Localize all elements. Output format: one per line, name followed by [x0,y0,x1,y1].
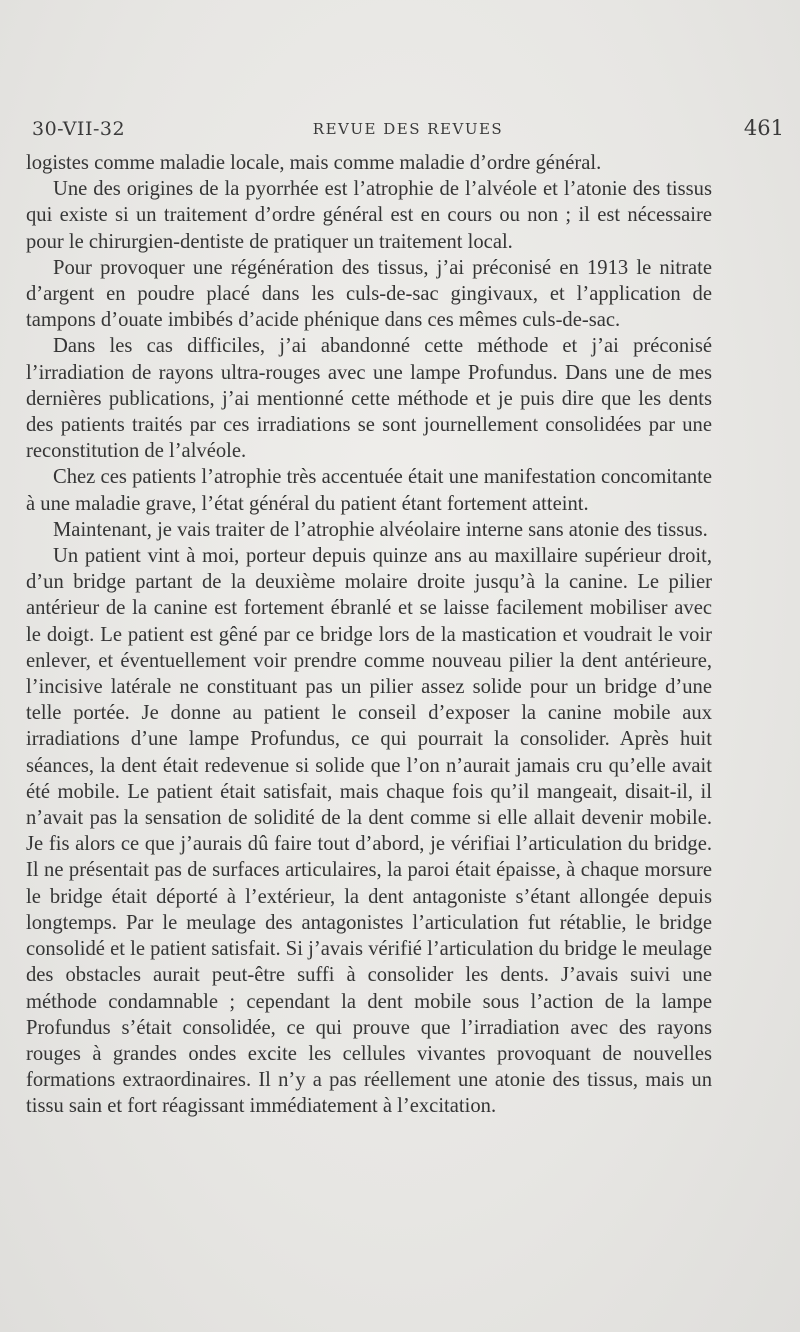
paragraph: Maintenant, je vais traiter de l’atrophie alvéolaire interne sans atonie des tissus. [53,518,708,541]
paragraph: Chez ces patients l’atrophie très accentuée était une manifestation concomitante à une maladie grave, l’état général du patient étant fortement atteint. [26,466,712,515]
article-body [26,150,712,1120]
running-header [32,114,784,144]
journal-section-title: REVUE DES REVUES [312,120,504,138]
paragraph: Dans les cas difficiles, j’ai abandonné cette méthode et j’ai préconisé l’irradiation de rayons ultra-rouges avec une lampe Profundus. Dans une de mes dernières publications, j’ai mentionné cette méthode et je puis dire que les dents des patients traités par ces irradiations se sont journellement consolidées par une reconstitution de l’alvéole. [26,335,712,463]
paragraph-continued: logistes comme maladie locale, mais comme maladie d’ordre général. [26,152,602,174]
page-number: 461 [743,116,784,140]
paragraph: Un patient vint à moi, porteur depuis quinze ans au maxillaire supérieur droit, d’un bridge partant de la deuxième molaire droite jusqu’à la canine. Le pilier antérieur de la canine est fortement ébranlé et se laisse facilement mobiliser avec le doigt. Le patient est gêné par ce bridge lors de la mastication et voudrait le voir enlever, et éventuellement voir prendre comme nouveau pilier la dent antérieure, l’incisive latérale ne constituant pas un pilier assez solide pour un bridge d’une telle portée. Je donne au patient le conseil d’exposer la canine mobile aux irradiations d’une lampe Profundus, ce qui pourrait la consolider. Après huit séances, la dent était redevenue si solide que l’on n’aurait jamais cru qu’elle avait été mobile. Le patient était satisfait, mais chaque fois qu’il mangeait, disait-il, il n’avait pas la sensation de solidité de la dent comme si elle allait devenir mobile. Je fis alors ce que j’aurais dû faire tout d’abord, je vérifiai l’articulation du bridge. Il ne présentait pas de surfaces articulaires, la paroi était épaisse, à chaque morsure le bridge était déporté à l’extérieur, la dent antagoniste s’étant allongée depuis longtemps. Par le meulage des antagonistes l’articulation fut rétablie, le bridge consolidé et le patient satisfait. Si j’avais vérifié l’articulation du bridge le meulage des obstacles aurait peut-être suffi à consolider les dents. J’avais suivi une méthode condamnable ; cependant la dent mobile sous l’action de la lampe Profundus s’était consolidée, ce qui prouve que l’irradiation avec des rayons rouges à grandes ondes excite les cellules vivantes provoquant de nouvelles formations extraordinaires. Il n’y a pas réellement une atonie des tissus, mais un tissu sain et fort réagissant immédiatement à l’excitation. [26,545,712,1118]
paragraph: Une des origines de la pyorrhée est l’atrophie de l’alvéole et l’atonie des tissus qui existe si un traitement d’ordre général est en cours ou non ; il est nécessaire pour le chirurgien-dentiste de pratiquer un traitement local. [26,178,712,253]
issue-date: 30-VII-32 [32,118,126,140]
paragraph: Pour provoquer une régénération des tissus, j’ai préconisé en 1913 le nitrate d’argent en poudre placé dans les culs-de-sac gingivaux, et l’application de tampons d’ouate imbibés d’acide phénique dans ces mêmes culs-de-sac. [26,256,712,332]
